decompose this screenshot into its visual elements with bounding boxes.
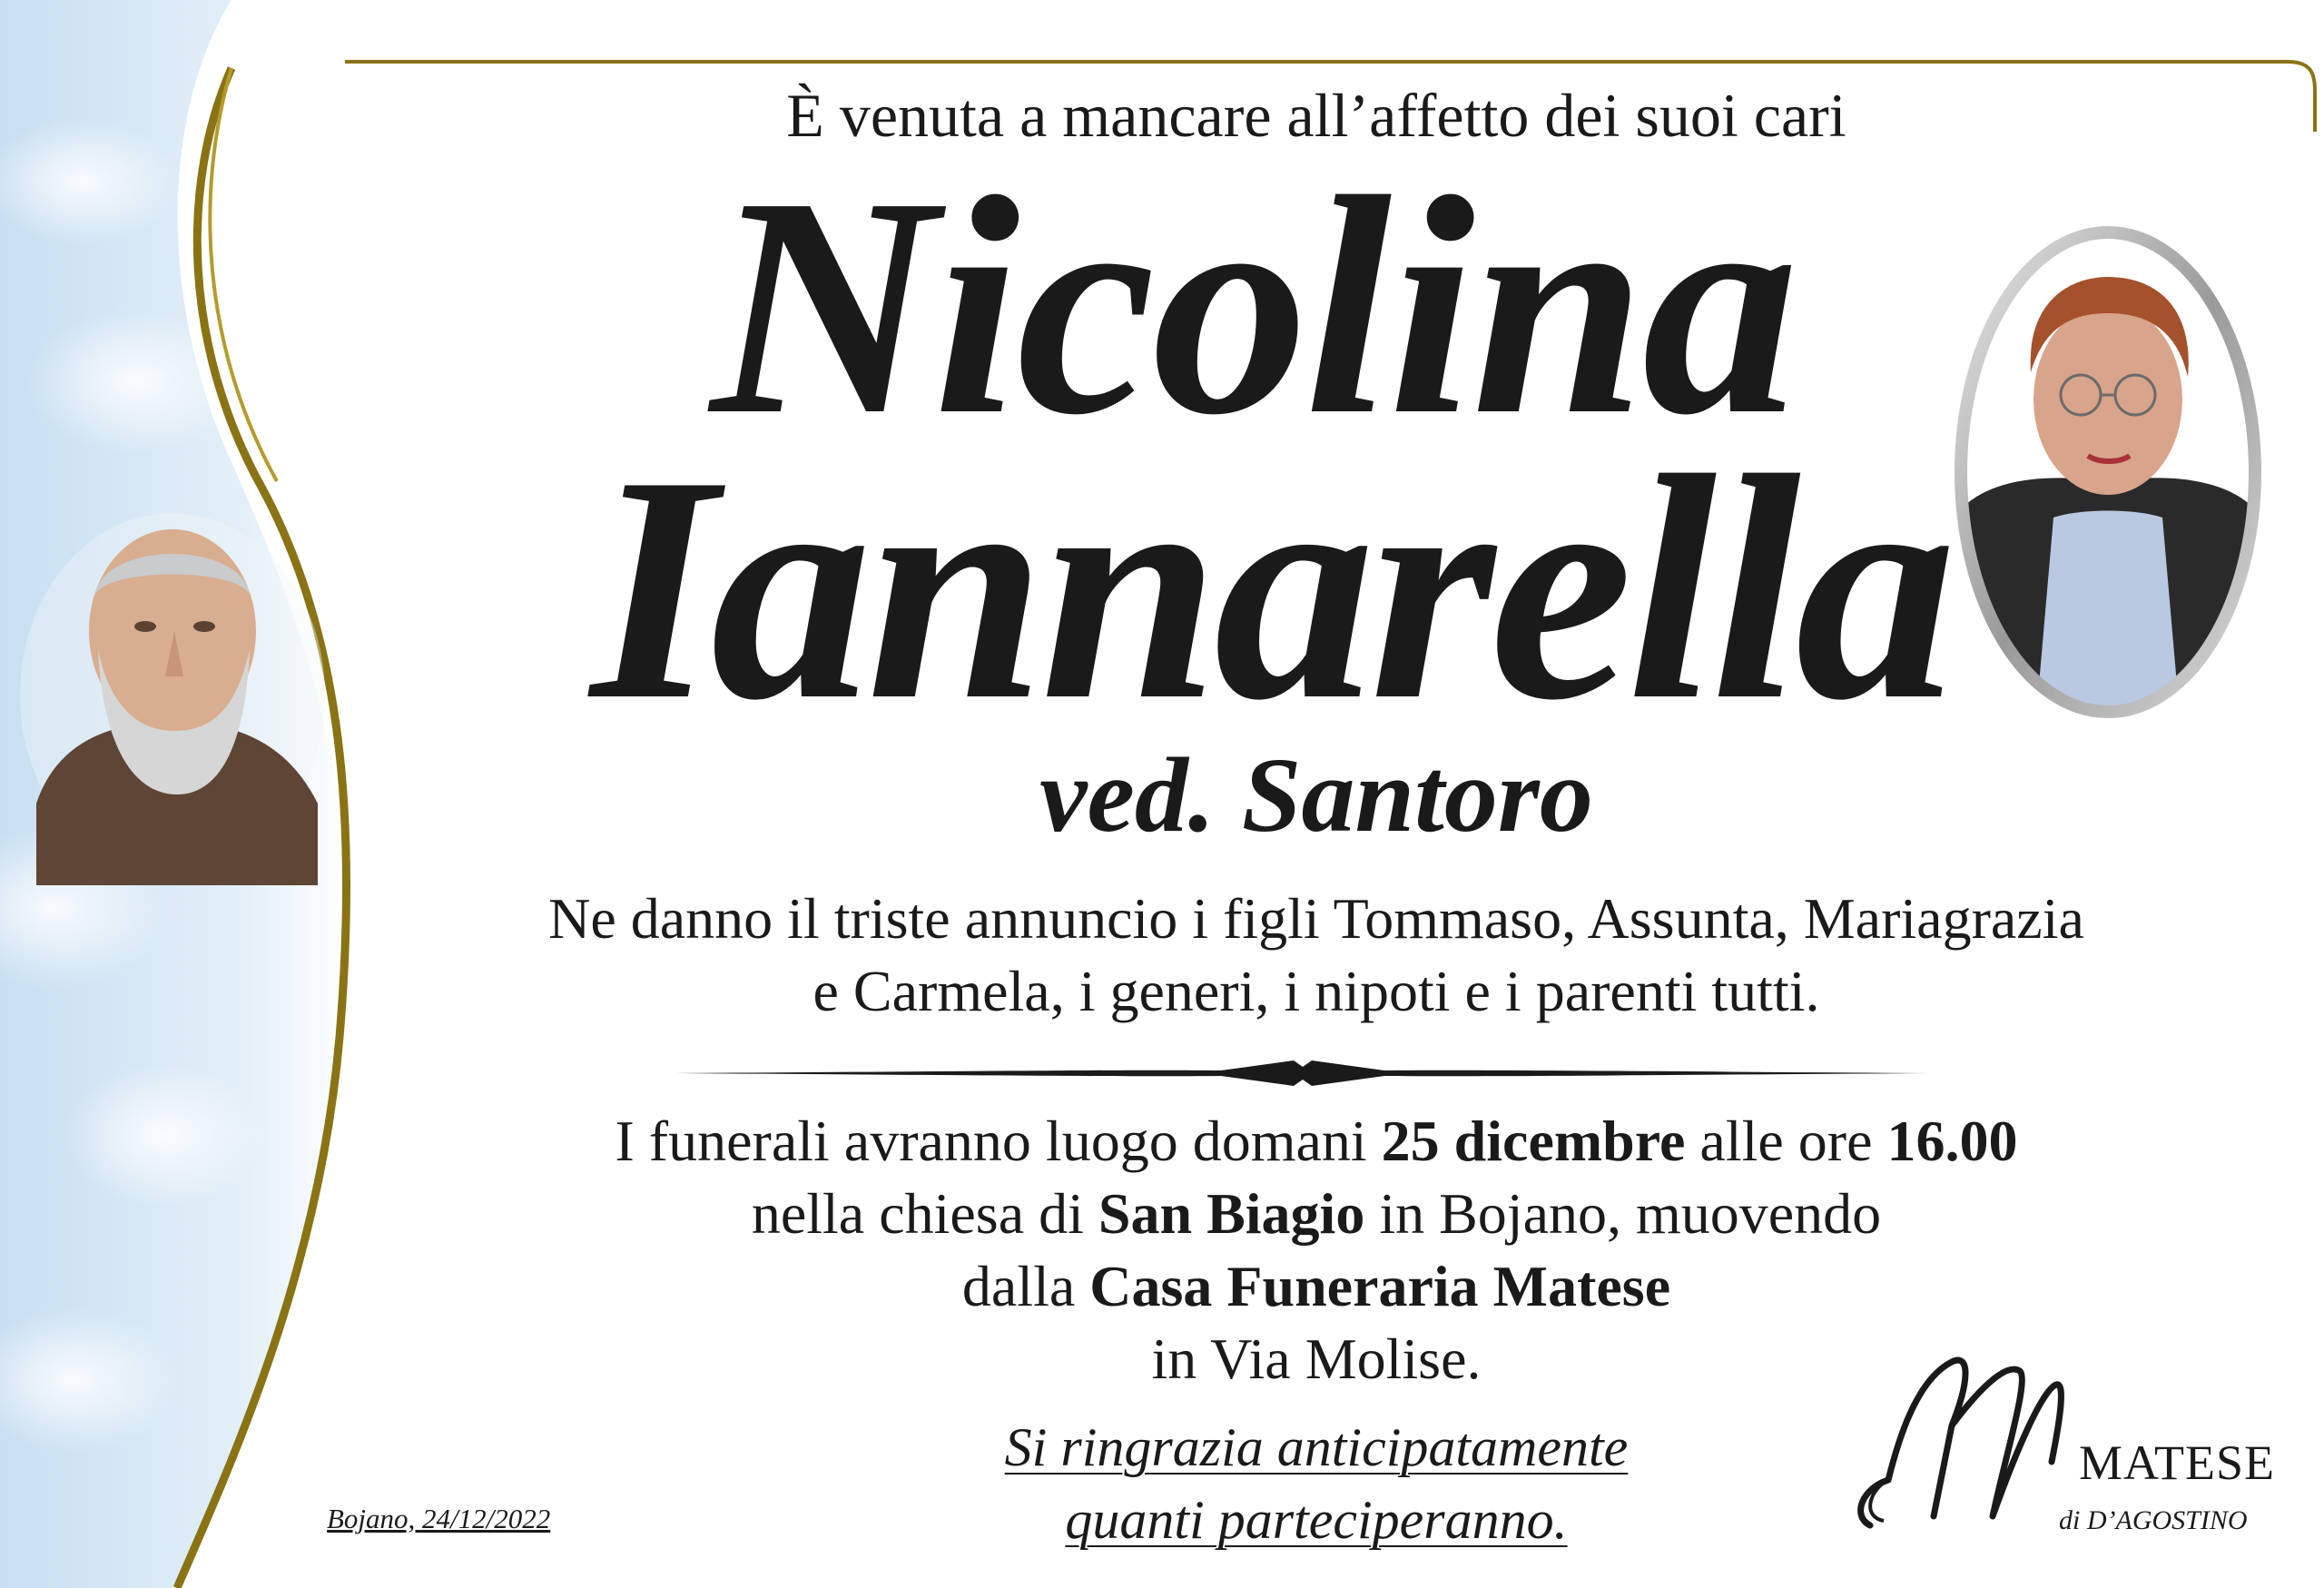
funeral-line-1 <box>454 1108 2179 1175</box>
funeral-line-2-post: in Bojano, muovendo <box>1364 1181 1882 1246</box>
announcement-line-2: e Carmela, i generi, i nipoti e i parenti tutti. <box>812 959 1820 1023</box>
logo-subtitle: di D’AGOSTINO <box>2059 1505 2248 1535</box>
thanks-line-1: Si ringrazia anticipatamente <box>1004 1417 1629 1477</box>
logo-name: MATESE <box>2079 1435 2276 1490</box>
intro-text: È venuta a mancare all’affetto dei suoi cari <box>786 81 1846 150</box>
thanks-line-2: quanti parteciperanno. <box>1065 1490 1568 1550</box>
announcement-line-1: Ne danno il triste annuncio i figli Tommaso, Assunta, Mariagrazia <box>548 886 2084 951</box>
deceased-first-name: Nicolina <box>710 133 1796 479</box>
place-date-text: Bojano, 24/12/2022 <box>327 1503 551 1534</box>
funeral-line-1-text: I funerali avranno luogo domani <box>615 1109 1382 1173</box>
funeral-line-1-mid: alle ore <box>1685 1109 1887 1173</box>
ornamental-divider <box>676 1055 1929 1091</box>
funeral-date: 25 dicembre <box>1381 1109 1686 1173</box>
funeral-home-name: Casa Funeraria Matese <box>1089 1254 1671 1318</box>
funeral-line-3 <box>454 1253 2179 1320</box>
funeral-line-2-text: nella chiesa di <box>751 1181 1098 1246</box>
funeral-line-4: in Via Molise. <box>1151 1327 1482 1391</box>
church-name: San Biagio <box>1098 1181 1365 1246</box>
funeral-line-2 <box>454 1180 2179 1248</box>
funeral-time: 16.00 <box>1886 1109 2018 1173</box>
deceased-last-name: Iannarella <box>590 409 1952 766</box>
funeral-line-3-text: dalla <box>961 1254 1090 1318</box>
widow-of-text: ved. Santoro <box>1039 735 1593 854</box>
